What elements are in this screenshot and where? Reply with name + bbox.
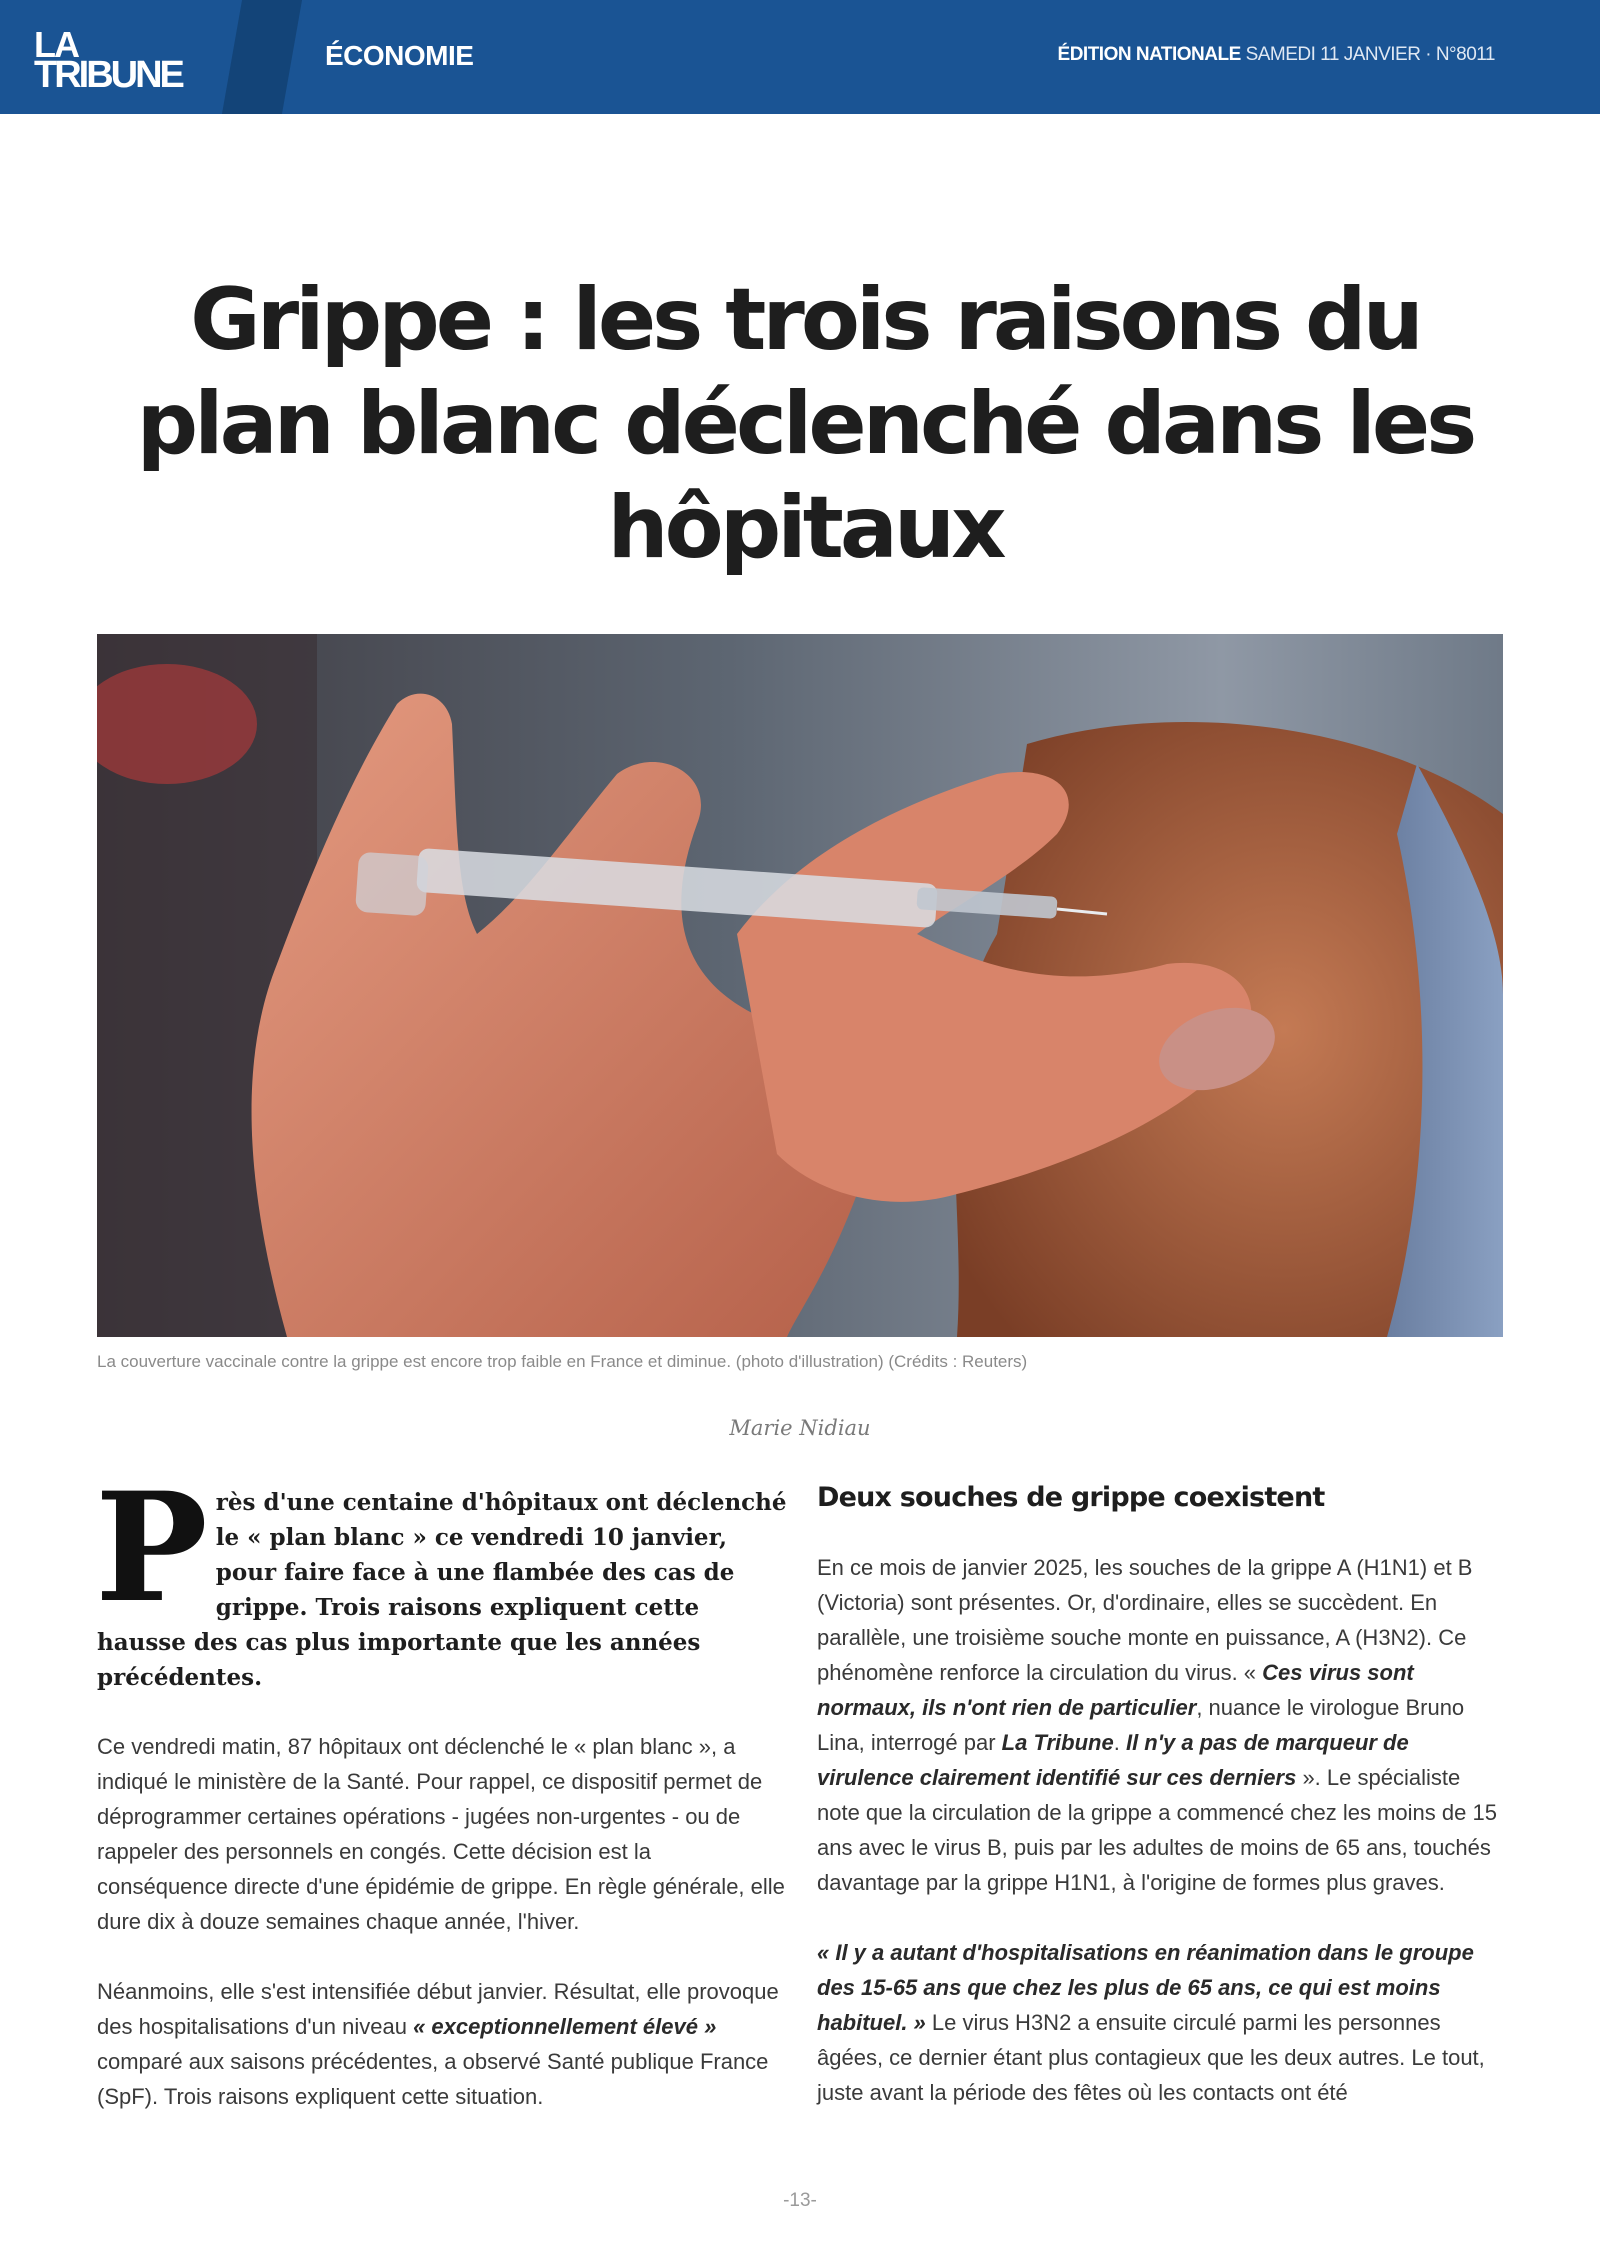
paragraph-4-quote: « Il y a autant d'hospitalisations en réanimation dans le groupe des 15-65 ans que chez les plus de 65 ans, ce qui est moins habituel. » [817, 1940, 1474, 2035]
paragraph-2 [97, 1974, 787, 2114]
article-lead [95, 1460, 787, 1695]
paragraph-3-source: La Tribune [1001, 1730, 1114, 1755]
edition-info [1058, 44, 1495, 66]
left-column [95, 1460, 787, 2114]
header-divider [222, 0, 302, 114]
paragraph-3-text-b: , nuance le virologue Bruno Lina, interrogé par [817, 1695, 1465, 1755]
paragraph-3 [817, 1550, 1507, 1900]
paragraph-2-text-a: Néanmoins, elle s'est intensifiée début janvier. Résultat, elle provoque des hospitalisations d'un niveau [97, 1979, 779, 2039]
section-label[interactable]: ÉCONOMIE [325, 40, 474, 71]
article-photo [97, 634, 1503, 1337]
photo-caption: La couverture vaccinale contre la grippe est encore trop faible en France et diminue. (photo d'illustration) (Crédits : Reuters) [97, 1352, 1028, 1371]
edition-date-number: SAMEDI 11 JANVIER · N°8011 [1245, 44, 1495, 65]
paragraph-4 [817, 1935, 1507, 2110]
logo-line-1: LA [34, 24, 78, 65]
page-number: -13- [783, 2190, 817, 2211]
article-author: Marie Nidiau [729, 1416, 871, 1440]
logo-line-2: TRIBUNE [34, 54, 182, 96]
paragraph-3-quote-1: Ces virus sont normaux, ils n'ont rien de particulier [817, 1660, 1414, 1720]
masthead [0, 0, 1600, 114]
section-subheading: Deux souches de grippe coexistent [817, 1482, 1325, 1513]
paragraph-3-quote-2: Il n'y a pas de marqueur de virulence clairement identifié sur ces derniers [817, 1730, 1409, 1790]
article-title: Grippe : les trois raisons du plan blanc déclenché dans les hôpitaux [136, 270, 1474, 578]
edition-name: ÉDITION NATIONALE [1057, 44, 1241, 65]
la-tribune-logo[interactable] [34, 24, 224, 96]
lead-text: rès d'une centaine d'hôpitaux ont déclenché le « plan blanc » ce vendredi 10 janvier, pour faire face à une flambée des cas de grippe. Trois raisons expliquent cette hausse des cas plus importante que les années précédentes. [97, 1489, 787, 1691]
paragraph-2-text-b: comparé aux saisons précédentes, a observé Santé publique France (SpF). Trois raisons expliquent cette situation. [97, 2049, 769, 2109]
right-column [817, 1480, 1507, 2110]
paragraph-3-text-d: ». Le spécialiste note que la circulation de la grippe a commencé chez les moins de 15 ans avec le virus B, puis par les adultes de moins de 65 ans, touchés davantage par la grippe H1N1, à l'origine de formes plus graves. [817, 1765, 1497, 1895]
paragraph-3-text-c: . [1113, 1730, 1126, 1755]
paragraph-4-text: Le virus H3N2 a ensuite circulé parmi les personnes âgées, ce dernier étant plus contagieux que les deux autres. Le tout, juste avant la période des fêtes où les contacts ont été [817, 2010, 1485, 2105]
paragraph-2-quote: « exceptionnellement élevé » [413, 2014, 717, 2039]
drop-cap: P [95, 1460, 208, 1636]
paragraph-1: Ce vendredi matin, 87 hôpitaux ont déclenché le « plan blanc », a indiqué le ministère de la Santé. Pour rappel, ce dispositif permet de déprogrammer certaines opérations - jugées non-urgentes - ou de rappeler des personnels en congés. Cette décision est la conséquence directe d'une épidémie de grippe. En règle générale, elle dure dix à douze semaines chaque année, l'hiver. [97, 1734, 785, 1934]
paragraph-3-text-a: En ce mois de janvier 2025, les souches de la grippe A (H1N1) et B (Victoria) sont présentes. Or, d'ordinaire, elles se succèdent. En parallèle, une troisième souche monte en puissance, A (H3N2). Ce phénomène renforce la circulation du virus. « [817, 1555, 1473, 1685]
vaccination-illustration [97, 634, 1503, 1337]
